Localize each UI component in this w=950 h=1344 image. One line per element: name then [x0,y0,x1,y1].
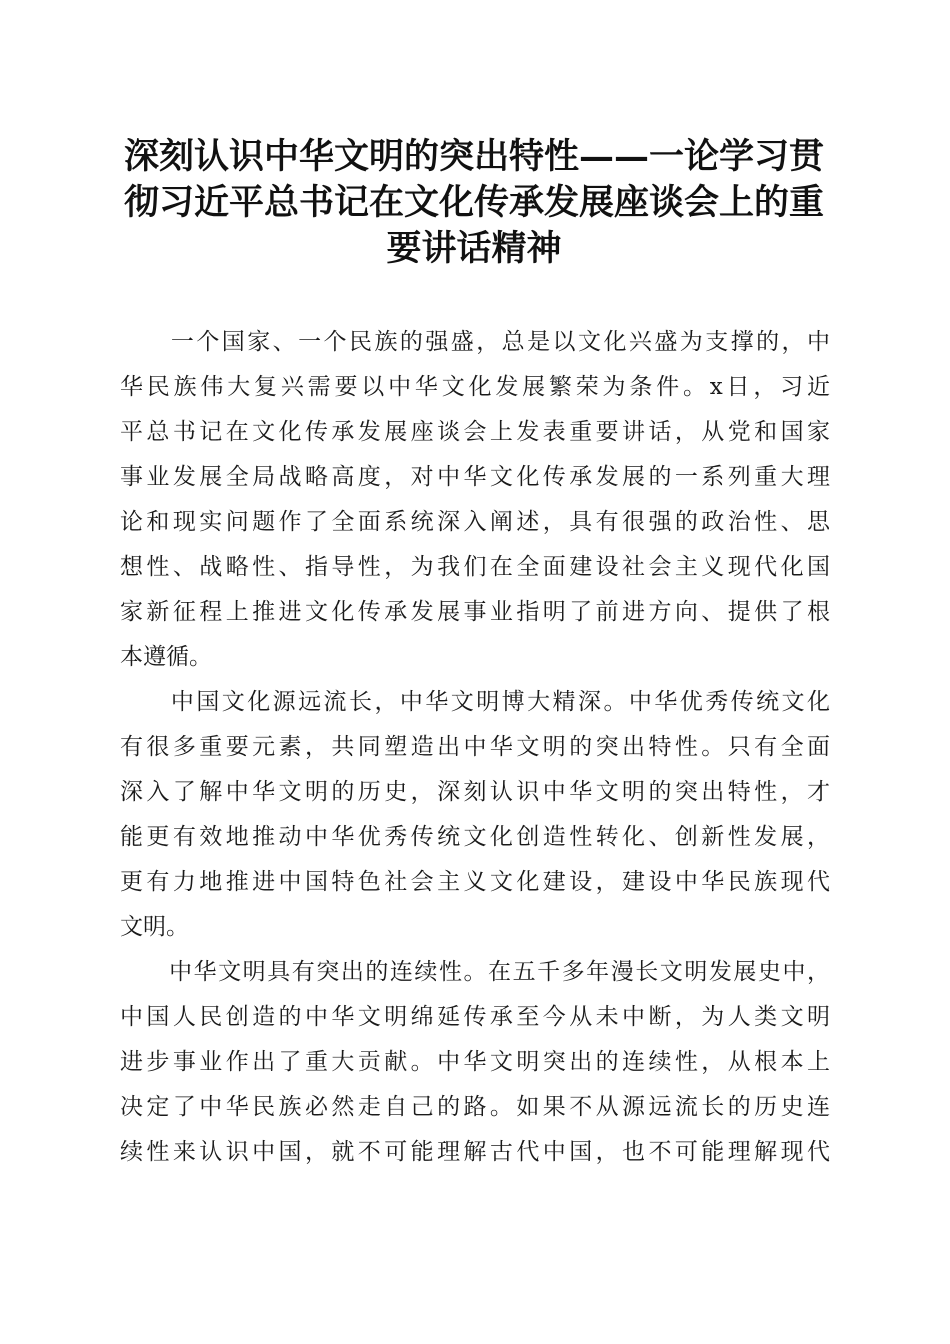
text-line: 平总书记在文化传承发展座谈会上发表重要讲话，从党和国家 [120,419,830,445]
text-line: 更有力地推进中国特色社会主义文化建设，建设中华民族现代 [120,869,830,895]
paragraph-1 [120,320,830,680]
text-line: 中华文明具有突出的连续性。在五千多年漫长文明发展史中， [120,959,830,985]
text-line: 一个国家、一个民族的强盛，总是以文化兴盛为支撑的，中 [120,329,830,355]
title-line: 要讲话精神 [386,228,562,269]
text-line: 家新征程上推进文化传承发展事业指明了前进方向、提供了根 [120,599,830,625]
text-line: 进步事业作出了重大贡献。中华文明突出的连续性，从根本上 [120,1049,830,1075]
title-line: 彻习近平总书记在文化传承发展座谈会上的重 [123,182,824,223]
text-line: 能更有效地推动中华优秀传统文化创造性转化、创新性发展， [120,824,830,850]
text-line: 文明。 [120,914,189,940]
text-line: 华民族伟大复兴需要以中华文化发展繁荣为条件。x日，习近 [120,374,830,400]
text-line: 中国人民创造的中华文明绵延传承至今从未中断，为人类文明 [120,1004,830,1030]
text-line: 事业发展全局战略高度，对中华文化传承发展的一系列重大理 [120,464,830,490]
text-line: 续性来认识中国，就不可能理解古代中国，也不可能理解现代 [120,1139,830,1165]
paragraph-2 [120,680,830,950]
text-line: 决定了中华民族必然走自己的路。如果不从源远流长的历史连 [120,1094,830,1120]
text-line: 想性、战略性、指导性，为我们在全面建设社会主义现代化国 [120,554,830,580]
text-line: 有很多重要元素，共同塑造出中华文明的突出特性。只有全面 [120,734,830,760]
text-line: 本遵循。 [120,644,212,670]
text-line: 深入了解中华文明的历史，深刻认识中华文明的突出特性，才 [120,779,830,805]
document-body [120,320,830,1175]
title-line: 深刻认识中华文明的突出特性——一论学习贯 [123,136,824,177]
paragraph-3 [120,950,830,1175]
text-line: 论和现实问题作了全面系统深入阐述，具有很强的政治性、思 [120,509,830,535]
text-line: 中国文化源远流长，中华文明博大精深。中华优秀传统文化 [120,689,830,715]
document-title [118,134,830,272]
